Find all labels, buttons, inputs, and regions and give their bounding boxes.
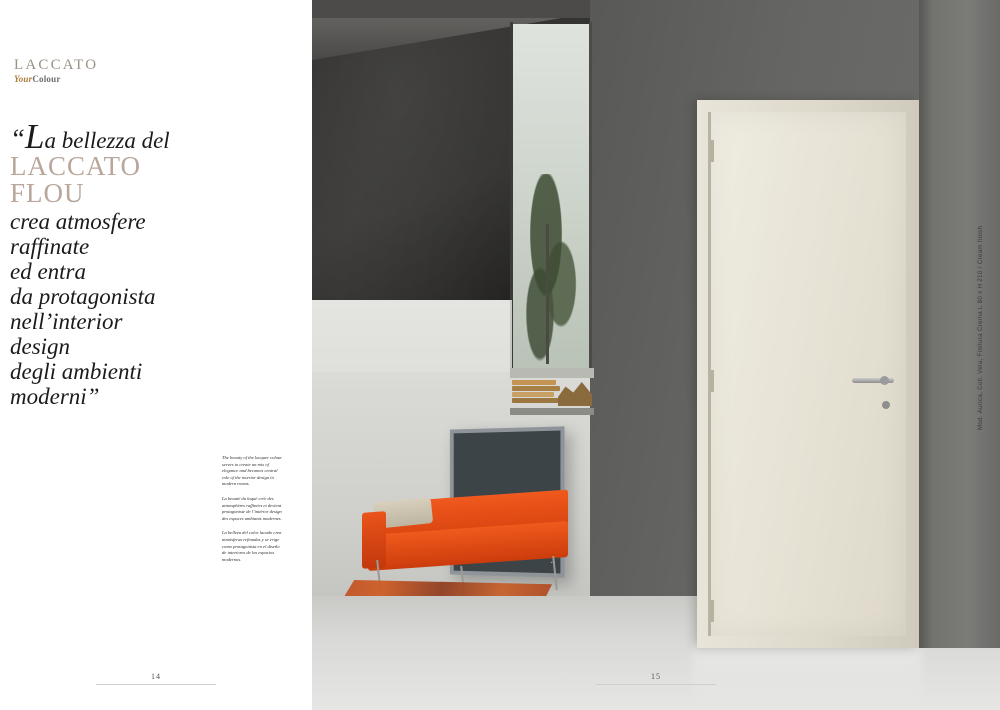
headline-body-line: da protagonista	[10, 284, 156, 309]
window-frame	[510, 22, 592, 374]
brand-logo-main: LACCATO	[14, 57, 99, 73]
product-credit-vertical: Mod. Aurica, Coll. Vela, Finitura Crema L 80 x H 210 / Cream finish	[978, 225, 984, 430]
headline-accent-1: LACCATO	[10, 151, 142, 181]
headline-line-1-rest: a bellezza del	[44, 128, 170, 153]
headline-body-line: crea atmosfere	[10, 209, 146, 234]
right-folio-number: 15	[651, 672, 661, 681]
caption-spanish: La belleza del color lacado crea atmósferas refinadas y se erige como protagonista en el diseño de interiores de los espacios modernos.	[222, 530, 282, 562]
door-hinge	[710, 370, 714, 392]
ceiling-top-band	[312, 0, 590, 18]
window-sill	[510, 368, 594, 378]
left-page-folio	[0, 672, 312, 685]
headline-drop-cap: L	[25, 117, 45, 156]
headline-accent-2: FLOU	[10, 178, 85, 208]
book	[512, 386, 560, 391]
quote-open-mark: “	[10, 124, 26, 154]
headline-body-line: moderni”	[10, 384, 100, 409]
caption-french: La beauté du laqué crée des atmosphères raffinées et devient protagoniste de l’intérior design des espaces ambiants modernes.	[222, 495, 282, 521]
caption-english: The beauty of the lacquer colour serves to create an mix of elegance and becomes central role of the interior design in modern rooms.	[222, 455, 283, 487]
headline-line-1	[10, 117, 170, 156]
headline-body-line: raffinate	[10, 234, 90, 259]
door-handle-rosette	[880, 376, 889, 385]
headline-body-line: degli ambienti	[10, 359, 143, 384]
headline-quote	[10, 117, 300, 409]
right-folio-rule	[596, 684, 716, 685]
shelf	[510, 408, 594, 415]
left-page	[0, 0, 312, 710]
right-page-photo	[312, 0, 1000, 710]
sofa-armrest	[362, 511, 386, 569]
headline-body	[10, 209, 300, 409]
headline-body-line: ed entra	[10, 259, 87, 284]
brand-logo	[14, 58, 134, 84]
left-folio-number: 14	[151, 672, 161, 681]
headline-body-line: nell’interior	[10, 309, 123, 334]
headline-body-line: design	[10, 334, 71, 359]
stacked-books	[512, 380, 562, 408]
brand-logo-colour: Colour	[32, 74, 61, 84]
translation-caption-block	[222, 455, 284, 571]
brand-logo-your: Your	[14, 74, 33, 84]
door-lock-keyhole	[882, 401, 890, 409]
book	[512, 392, 554, 397]
book	[512, 398, 559, 403]
door-panel-cream	[710, 112, 906, 636]
right-page-folio	[312, 672, 1000, 685]
book	[512, 380, 556, 385]
brand-logo-sub	[14, 75, 134, 84]
door-hinge	[710, 600, 714, 622]
left-folio-rule	[96, 684, 216, 685]
wall-corner-shadow	[919, 0, 933, 648]
door-hinge	[710, 140, 714, 162]
